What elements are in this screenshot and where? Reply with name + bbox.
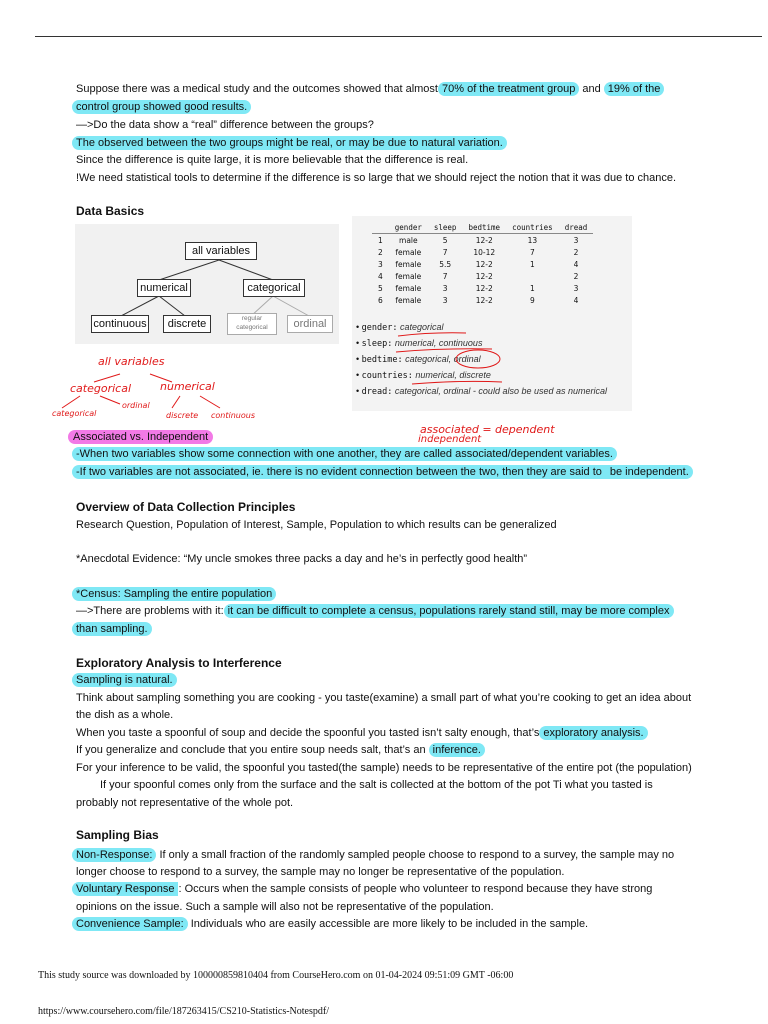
highlight-control: 19% of the	[604, 82, 665, 96]
handwriting-discrete: discrete	[166, 411, 199, 420]
table-cell: 12-2	[475, 295, 493, 305]
table-cell: female	[395, 295, 422, 305]
heading-exploratory: Exploratory Analysis to Interference	[76, 656, 282, 670]
intro-and: and	[582, 83, 601, 95]
bias-nonresponse-line-2: longer choose to respond to a survey, the sample may no longer be representative of the population.	[76, 866, 565, 878]
bias-voluntary-line-1	[72, 880, 652, 898]
node-continuous: continuous	[91, 315, 149, 333]
bias-convenience-text: Individuals who are easily accessible are more likely to be included in the sample.	[190, 918, 589, 930]
table-cell: 7	[529, 247, 535, 257]
table-cell: male	[399, 235, 418, 245]
table-cell: 5	[378, 283, 383, 293]
exploratory-generalize-text: If you generalize and conclude that you entire soup needs salt, that’s an	[76, 744, 426, 756]
assoc-line-1	[72, 445, 617, 463]
collection-line-5	[72, 620, 152, 638]
table-cell: 6	[378, 295, 383, 305]
table-cell: 3	[442, 295, 448, 305]
node-categorical: categorical	[243, 279, 305, 297]
top-rule	[35, 36, 762, 37]
var-type: numerical, discrete	[415, 370, 491, 380]
highlight-exploratory-analysis: exploratory analysis.	[539, 726, 647, 740]
highlight-variation: The observed between the two groups might be real, or may be due to natural variation.	[72, 136, 507, 150]
table-header: sleep	[428, 222, 463, 234]
handwriting-ordinal: ordinal	[122, 401, 150, 410]
handwriting-independent: independent	[418, 434, 482, 445]
intro-line-2	[72, 98, 251, 116]
assoc-line-2	[72, 463, 693, 481]
var-type: numerical, continuous	[394, 338, 483, 348]
table-cell: 5	[442, 235, 448, 245]
heading-data-basics: Data Basics	[76, 204, 145, 218]
bias-voluntary-text: : Occurs when the sample consists of people who volunteer to respond because they have strong	[178, 883, 653, 895]
highlight-control-2: control group showed good results.	[72, 100, 251, 114]
table-cell: 2	[573, 247, 579, 257]
intro-line-5: Since the difference is quite large, it is more believable that the difference is real.	[76, 154, 469, 166]
node-all-variables: all variables	[185, 242, 257, 260]
table-cell: female	[395, 259, 422, 269]
table-cell: 12-2	[475, 235, 493, 245]
red-annotations	[352, 216, 632, 411]
collection-problems-intro: —>There are problems with it:	[76, 605, 224, 617]
exploratory-line-7: If your spoonful comes only from the surface and the salt is collected at the bottom of the pot Ti what you tasted is	[100, 779, 653, 791]
heading-data-collection: Overview of Data Collection Principles	[76, 500, 296, 514]
bias-convenience-line	[72, 915, 588, 933]
table-cell: 13	[527, 235, 538, 245]
collection-line-1: Research Question, Population of Interest, Sample, Population to which results can be generalized	[76, 519, 557, 531]
handwriting-categorical-sub: categorical	[52, 409, 97, 418]
bullet-countries: • countries: numerical, discrete	[356, 370, 491, 381]
highlight-convenience-sample: Convenience Sample:	[72, 917, 188, 931]
highlight-sampling-natural: Sampling is natural.	[72, 673, 177, 687]
bias-voluntary-line-2: opinions on the issue. Such a sample will also not be representative of the population.	[76, 901, 494, 913]
table-cell: 2	[378, 247, 383, 257]
highlight-non-response: Non-Response:	[72, 848, 156, 862]
table-cell: 1	[529, 259, 535, 269]
highlight-treatment: 70% of the treatment group	[438, 82, 579, 96]
node-discrete: discrete	[163, 315, 211, 333]
highlight-inference: inference.	[429, 743, 485, 757]
table-header: bedtime	[462, 222, 506, 234]
table-cell: 3	[442, 283, 448, 293]
bullet-sleep: • sleep: numerical, continuous	[356, 338, 483, 349]
var-name: countries:	[361, 371, 413, 381]
table-cell: female	[395, 271, 422, 281]
heading-sampling-bias: Sampling Bias	[76, 828, 159, 842]
var-type: categorical	[400, 322, 444, 332]
table-cell: 4	[573, 295, 579, 305]
table-header: countries	[506, 222, 559, 234]
handwriting-categorical: categorical	[70, 382, 132, 395]
table-cell: female	[395, 247, 422, 257]
bullet-gender: • gender: categorical	[356, 322, 444, 333]
exploratory-line-8: probably not representative of the whole pot.	[76, 797, 294, 809]
exploratory-line-4	[76, 724, 648, 742]
table-cell: 2	[573, 271, 579, 281]
exploratory-line-2: Think about sampling something you are cooking - you taste(examine) a small part of what you’re cooking to get an idea about	[76, 692, 692, 704]
intro-line-4	[72, 134, 507, 152]
node-numerical: numerical	[137, 279, 191, 297]
table-cell: 1	[529, 283, 535, 293]
handwriting-numerical: numerical	[160, 380, 215, 393]
highlight-voluntary-response: Voluntary Response	[72, 882, 178, 896]
node-ordinal: ordinal	[287, 315, 333, 333]
var-type: categorical, ordinal - could also be used as numerical	[394, 386, 608, 396]
exploratory-soup-text: When you taste a spoonful of soup and decide the spoonful you tasted isn’t salty enough, that’s	[76, 727, 540, 739]
intro-line-1	[76, 80, 664, 98]
intro-text: Suppose there was a medical study and the outcomes showed that almost	[76, 83, 438, 95]
heading-associated-independent: Associated vs. Independent	[68, 430, 213, 444]
highlight-than-sampling: than sampling.	[72, 622, 152, 636]
table-cell: 1	[378, 235, 383, 245]
collection-line-4	[76, 602, 674, 620]
variable-tree-figure	[75, 224, 339, 344]
table-cell: 12-2	[475, 271, 493, 281]
var-type: categorical, ordinal	[405, 354, 481, 364]
var-name: bedtime:	[361, 355, 403, 365]
highlight-not-associated: -If two variables are not associated, ie. there is no evident connection between the two, then they are said to	[72, 465, 606, 479]
footer-source-notice: This study source was downloaded by 100000859810404 from CourseHero.com on 01-04-2024 09:51:09 GMT -06:00	[38, 970, 514, 981]
bias-nonresponse-line-1	[72, 846, 674, 864]
handwriting-continuous: continuous	[211, 411, 255, 420]
table-cell: 7	[442, 247, 448, 257]
table-cell: 3	[378, 259, 383, 269]
table-cell: 10-12	[473, 247, 496, 257]
table-cell: 5.5	[439, 259, 452, 269]
highlight-census-problems: it can be difficult to complete a census, populations rarely stand still, may be more complex	[224, 604, 674, 618]
collection-census	[72, 585, 276, 603]
assoc-heading-line	[68, 428, 213, 446]
bullet-bedtime: • bedtime: categorical, ordinal	[356, 354, 481, 365]
var-name: gender:	[361, 323, 398, 333]
highlight-independent: be independent.	[606, 465, 693, 479]
exploratory-line-5	[76, 741, 485, 759]
handwriting-all-variables: all variables	[98, 355, 165, 368]
var-name: sleep:	[361, 339, 393, 349]
table-cell: 7	[442, 271, 448, 281]
bias-nonresponse-text: If only a small fraction of the randomly sampled people choose to respond to a survey, the sample may no	[159, 849, 675, 861]
table-cell: 3	[573, 235, 579, 245]
highlight-associated: -When two variables show some connection with one another, they are called associated/dependent variables.	[72, 447, 617, 461]
table-cell: 9	[529, 295, 535, 305]
node-regular-categorical: regular categorical	[227, 313, 277, 335]
data-table-figure	[352, 216, 632, 411]
exploratory-line-6: For your inference to be valid, the spoonful you tasted(the sample) needs to be representative of the entire pot (the population)	[76, 762, 692, 774]
bullet-dread: • dread: categorical, ordinal - could also be used as numerical	[356, 386, 608, 397]
intro-question: —>Do the data show a “real” difference between the groups?	[76, 119, 374, 131]
table-header: gender	[389, 222, 428, 234]
handwriting-associated: associated = dependent	[420, 423, 555, 436]
table-header: dread	[559, 222, 594, 234]
table-cell: 4	[573, 259, 579, 269]
table-cell: 3	[573, 283, 579, 293]
table-cell: female	[395, 283, 422, 293]
table-cell: 4	[378, 271, 383, 281]
highlight-census: *Census: Sampling the entire population	[72, 587, 276, 601]
var-name: dread:	[361, 387, 393, 397]
table-cell: 12-2	[475, 283, 493, 293]
collection-anecdotal: *Anecdotal Evidence: “My uncle smokes three packs a day and he’s in perfectly good health”	[76, 553, 528, 565]
exploratory-line-3: the dish as a whole.	[76, 709, 174, 721]
table-cell: 12-2	[475, 259, 493, 269]
intro-line-6: !We need statistical tools to determine if the difference is so large that we should reject the notion that it was due to chance.	[76, 172, 677, 184]
footer-url-link[interactable]: https://www.coursehero.com/file/187263415/CS210-Statistics-Notespdf/	[38, 1006, 329, 1017]
exploratory-line-1	[72, 671, 177, 689]
